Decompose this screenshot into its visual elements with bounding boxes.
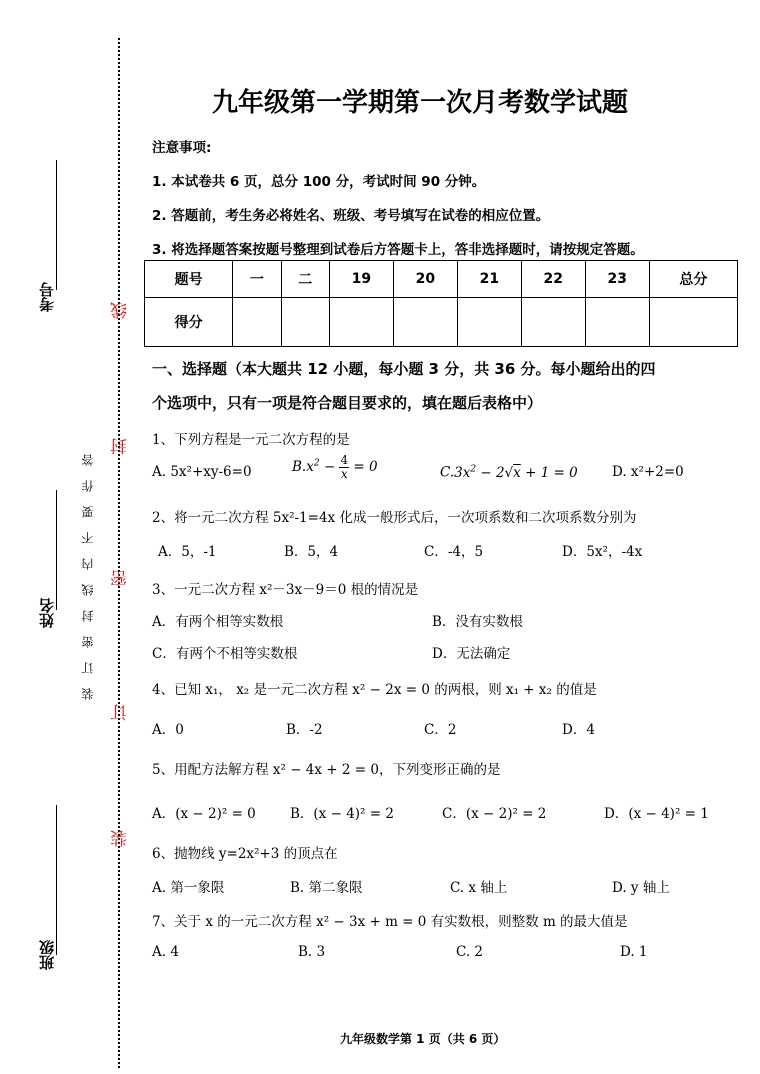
q2-option-b: B．5，4	[284, 544, 339, 560]
question-2: 2、将一元二次方程 5x²-1=4x 化成一般形式后，一次项系数和二次项系数分别为	[152, 510, 637, 526]
exam-number-label: 考号	[38, 282, 56, 312]
seal-char-xian: 线	[111, 302, 131, 319]
score-cell[interactable]	[281, 298, 329, 347]
question-3: 3、一元二次方程 x²－3x－9＝0 根的情况是	[152, 582, 419, 598]
question-4: 4、已知 x₁， x₂ 是一元二次方程 x² − 2x = 0 的两根，则 x₁ + x₂ 的值是	[152, 682, 597, 698]
q7-option-c: C. 2	[456, 944, 484, 960]
binding-warning: 装订密封线内不要作答	[81, 440, 95, 700]
q1-option-a: A. 5x²+xy-6=0	[152, 464, 252, 480]
section-1-heading-line1: 一、选择题（本大题共 12 小题，每小题 3 分，共 36 分。每小题给出的四	[152, 360, 656, 378]
score-cell[interactable]	[393, 298, 457, 347]
question-6: 6、抛物线 y=2x²+3 的顶点在	[152, 846, 338, 862]
score-table-header: 题号	[145, 261, 233, 298]
q5-option-d: D．(x − 4)² = 1	[604, 806, 709, 822]
seal-char-zhuang: 装	[111, 830, 131, 847]
q1-option-d: D. x²+2=0	[612, 464, 684, 480]
q5-option-b: B．(x − 4)² = 2	[290, 806, 394, 822]
note-1: 1. 本试卷共 6 页，总分 100 分，考试时间 90 分钟。	[152, 174, 486, 190]
page-title: 九年级第一学期第一次月考数学试题	[212, 88, 629, 118]
seal-char-feng: 封	[111, 438, 131, 455]
class-label: 班级	[38, 940, 56, 970]
q1-option-c: $C.3x^2 - 2√x + 1 = 0$	[440, 464, 578, 481]
binding-dotted-line	[118, 38, 120, 1068]
score-table-header: 20	[393, 261, 457, 298]
q3-option-c: C．有两个不相等实数根	[152, 646, 298, 662]
q4-option-a: A．0	[152, 722, 184, 738]
score-table-score-row	[145, 298, 738, 347]
score-cell[interactable]	[649, 298, 737, 347]
q3-option-a: A．有两个相等实数根	[152, 614, 284, 630]
q5-option-c: C．(x − 2)² = 2	[442, 806, 547, 822]
question-7: 7、关于 x 的一元二次方程 x² − 3x + m = 0 有实数根，则整数 m 的最大值是	[152, 914, 628, 930]
score-cell[interactable]	[329, 298, 393, 347]
note-2: 2. 答题前，考生务必将姓名、班级、考号填写在试卷的相应位置。	[152, 208, 550, 224]
exam-number-blank	[56, 160, 57, 290]
score-table-header: 21	[457, 261, 521, 298]
q5-option-a: A．(x − 2)² = 0	[152, 806, 256, 822]
q3-option-b: B．没有实数根	[432, 614, 523, 630]
score-table-header: 23	[585, 261, 649, 298]
q3-option-d: D．无法确定	[432, 646, 511, 662]
q6-option-a: A. 第一象限	[152, 880, 225, 896]
score-table-header-row	[145, 261, 738, 298]
score-cell[interactable]	[457, 298, 521, 347]
score-table-header: 22	[521, 261, 585, 298]
score-table	[144, 260, 738, 347]
q7-option-d: D. 1	[620, 944, 648, 960]
q4-option-b: B．-2	[286, 722, 323, 738]
name-blank	[56, 490, 57, 610]
score-table-header: 19	[329, 261, 393, 298]
seal-char-mi: 密	[111, 570, 131, 587]
question-1: 1、下列方程是一元二次方程的是	[152, 432, 350, 448]
page-footer: 九年级数学第 1 页（共 6 页）	[340, 1032, 506, 1046]
question-5: 5、用配方法解方程 x² − 4x + 2 = 0，下列变形正确的是	[152, 762, 501, 778]
name-label: 姓名	[38, 598, 56, 628]
q6-option-b: B. 第二象限	[290, 880, 363, 896]
score-row-label: 得分	[145, 298, 233, 347]
score-cell[interactable]	[233, 298, 281, 347]
q6-option-c: C. x 轴上	[450, 880, 508, 896]
q4-option-d: D．4	[562, 722, 595, 738]
score-table-header: 一	[233, 261, 281, 298]
score-table-header: 总分	[649, 261, 737, 298]
q1-option-b-prefix: B.	[292, 459, 307, 475]
score-table-header: 二	[281, 261, 329, 298]
score-cell[interactable]	[585, 298, 649, 347]
q2-option-a: A．5，-1	[158, 544, 217, 560]
q7-option-a: A. 4	[152, 944, 179, 960]
notes-heading: 注意事项:	[152, 140, 212, 156]
seal-char-ding: 订	[111, 704, 131, 721]
q7-option-b: B. 3	[298, 944, 326, 960]
q2-option-c: C．-4，5	[424, 544, 484, 560]
q1-option-b: $B.x^2$ − $\frac{4}{x}$ = 0	[292, 453, 378, 481]
score-cell[interactable]	[521, 298, 585, 347]
note-3: 3. 将选择题答案按题号整理到试卷后方答题卡上，答非选择题时，请按规定答题。	[152, 242, 644, 258]
q6-option-d: D. y 轴上	[612, 880, 670, 896]
q2-option-d: D．5x²，-4x	[562, 544, 643, 560]
section-1-heading-line2: 个选项中，只有一项是符合题目要求的，填在题后表格中）	[152, 394, 543, 412]
class-blank	[56, 805, 57, 955]
q4-option-c: C．2	[424, 722, 457, 738]
